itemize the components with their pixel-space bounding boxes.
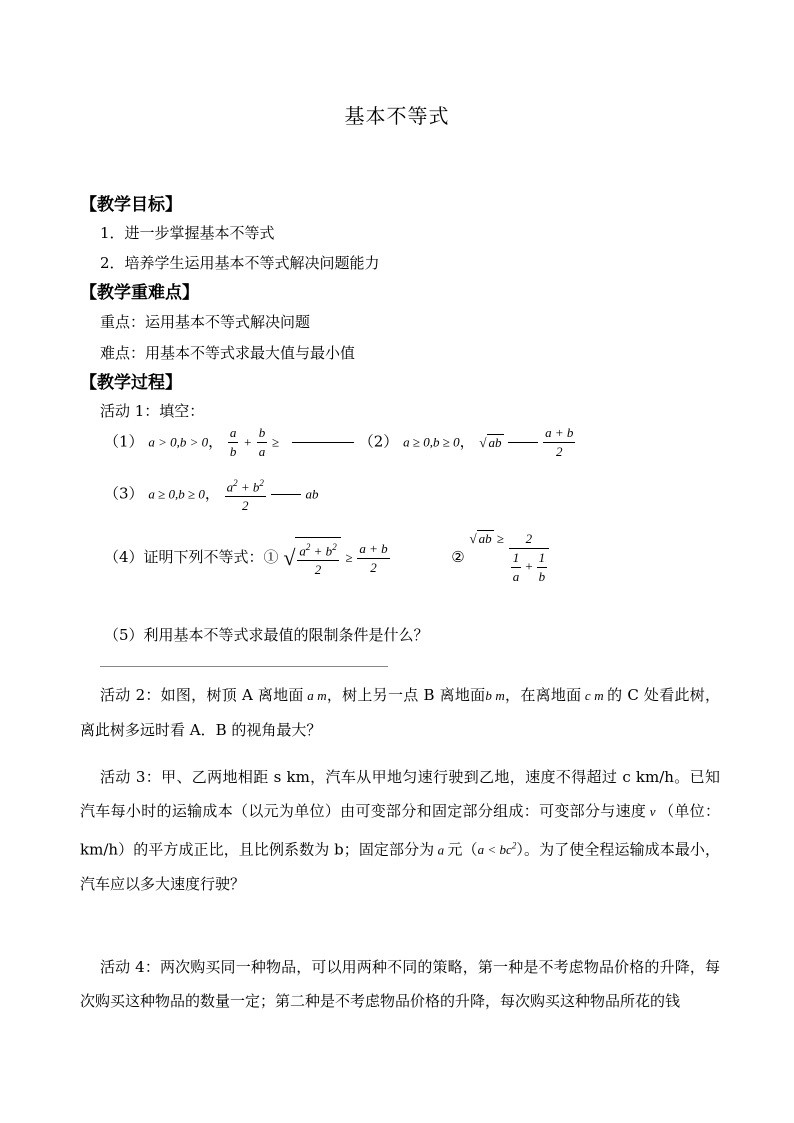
section-heading-keypoints: 【教学重难点】	[80, 283, 199, 303]
section-heading-goals: 【教学目标】	[80, 195, 182, 215]
harmonic-mean-fraction: 2 $\frac{1}{a}$ + $\frac{1}{b}$	[509, 530, 549, 586]
page-title: 基本不等式	[344, 104, 450, 128]
fraction-a-over-b: $\frac{a}{b}$	[229, 425, 237, 459]
question-5: （5）利用基本不等式求最值的限制条件是什么？	[104, 626, 429, 644]
q4-label: （4）证明下列不等式：①	[104, 548, 279, 566]
question-4-row: （4）证明下列不等式：① √ $\frac{a^2 + b^2}{2}$ ≥ $\frac{a + b}{2}$ ② √ ab ≥ 2 $\frac{1}{a}$ + $\frac{1}{b}$	[104, 530, 549, 586]
answer-blank-1[interactable]	[292, 442, 354, 443]
fraction-a-plus-b-over-2: $\frac{a + b}{2}$	[545, 425, 574, 459]
q2-condition: a ≥ 0,b ≥ 0	[403, 434, 460, 450]
sqrt-ab: √ ab	[479, 434, 502, 450]
activity-4-paragraph: 活动 4：两次购买同一种物品，可以用两种不同的策略，第一种是不考虑物品价格的升降，每次购买这种物品的数量一定；第二种是不考虑物品价格的升降，每次购买这种物品所花的钱	[80, 958, 720, 1010]
q1-condition: a > 0,b > 0	[148, 434, 209, 450]
fraction-a2-plus-b2-over-2: $\frac{a^2 + b^2}{2}$	[225, 474, 266, 515]
goal-item-2: 2．培养学生运用基本不等式解决问题能力	[100, 254, 380, 272]
q2-label: （2）	[358, 432, 399, 451]
q1-label: （1）	[104, 432, 144, 451]
q3-label: （3）	[104, 484, 144, 503]
fraction-b-over-a: $\frac{b}{a}$	[258, 425, 266, 459]
question-1-2-row: （1） a > 0,b > 0， $\frac{a}{b}$ + $\frac{b}{a}$ ≥ （2） a ≥ 0,b ≥ 0， √ ab $\frac{a + b}{2}$	[104, 425, 574, 459]
q4-circle-2: ②	[451, 548, 465, 566]
section-heading-process: 【教学过程】	[80, 373, 182, 393]
activity-3-paragraph: 活动 3：甲、乙两地相距 s km，汽车从甲地匀速行驶到乙地，速度不得超过 c km/h。已知汽车每小时的运输成本（以元为单位）由可变部分和固定部分组成：可变部分与速度 v （单位：km/h）的平方成正比，且比例系数为 b；固定部分为 a 元$(a < bc^2)$。为了使全程运输成本最小，汽车应以多大速度行驶？	[80, 768, 720, 894]
goal-item-1: 1．进一步掌握基本不等式	[100, 224, 275, 242]
activity1-label: 活动 1：填空：	[100, 402, 205, 420]
keypoint-item-1: 重点：运用基本不等式解决问题	[100, 313, 311, 331]
divider-line	[100, 666, 388, 667]
question-3-row: （3） a ≥ 0,b ≥ 0， $\frac{a^2 + b^2}{2}$ ab	[104, 474, 318, 515]
answer-blank-3[interactable]	[271, 494, 301, 495]
activity-2-paragraph: 活动 2：如图，树顶 A 离地面 a m，树上另一点 B 离地面b m，在离地面 c m 的 C 处看此树，离此树多远时看 A．B 的视角最大？	[80, 686, 720, 739]
q3-condition: a ≥ 0,b ≥ 0	[148, 486, 205, 502]
fraction-a-plus-b-over-2-q4: $\frac{a + b}{2}$	[359, 540, 388, 575]
keypoint-item-2: 难点：用基本不等式求最大值与最小值	[100, 344, 356, 362]
answer-blank-2[interactable]	[508, 442, 538, 443]
